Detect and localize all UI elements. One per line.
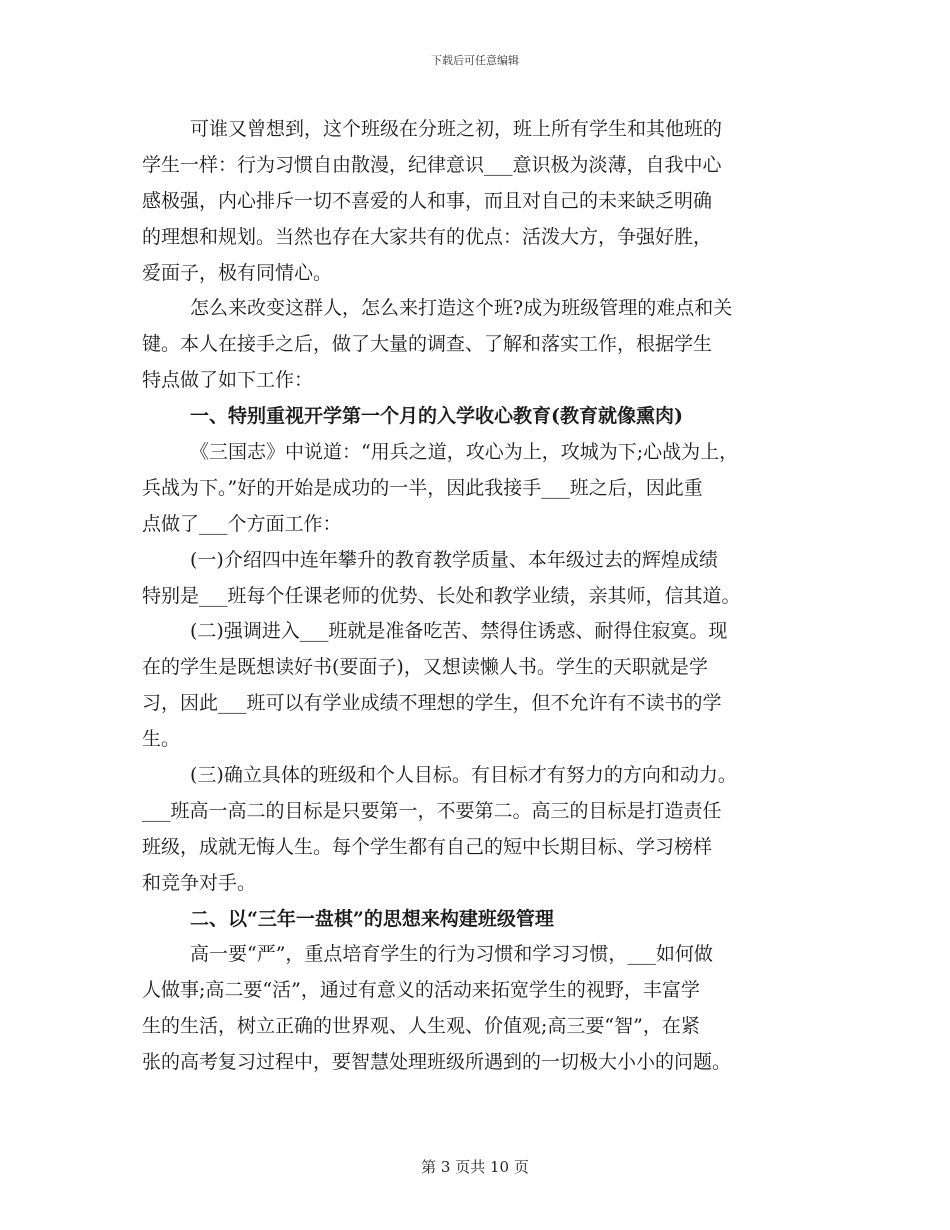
paragraph-line: (一)介绍四中连年攀升的教育教学质量、本年级过去的辉煌成绩: [190, 548, 718, 571]
paragraph-line: 和竞争对手。: [142, 871, 257, 894]
paragraph-line: 键。本人在接手之后，做了大量的调查、了解和落实工作，根据学生: [142, 333, 713, 356]
paragraph-line: 生。: [142, 728, 181, 751]
paragraph-line: 特别是___班每个任课老师的优势、长处和教学业绩，亲其师，信其道。: [142, 584, 741, 607]
paragraph-line: 习，因此___班可以有学业成绩不理想的学生，但不允许有不读书的学: [142, 692, 722, 715]
page-number: 第 3 页共 10 页: [421, 1158, 529, 1176]
paragraph-line: ___班高一高二的目标是只要第一，不要第二。高三的目标是打造责任: [142, 799, 722, 822]
paragraph-line: 班级，成就无悔人生。每个学生都有自己的短中长期目标、学习榜样: [142, 835, 713, 858]
paragraph-line: 可谁又曾想到，这个班级在分班之初，班上所有学生和其他班的: [190, 118, 723, 140]
paragraph-line: 张的高考复习过程中，要智慧处理班级所遇到的一切极大小小的问题。: [142, 1051, 732, 1074]
paragraph-line: 在的学生是既想读好书(要面子)，又想读懒人书。学生的天职就是学: [142, 656, 708, 679]
paragraph-line: 怎么来改变这群人，怎么来打造这个班?成为班级管理的难点和关: [190, 297, 733, 320]
paragraph-line: (三)确立具体的班级和个人目标。有目标才有努力的方向和动力。: [190, 764, 737, 787]
paragraph-line: 感极强，内心排斥一切不喜爱的人和事，而且对自己的未来缺乏明确: [142, 189, 713, 212]
section-heading: 一、特别重视开学第一个月的入学收心教育(教育就像熏肉): [190, 405, 683, 428]
paragraph-line: 点做了___个方面工作：: [142, 512, 342, 535]
paragraph-line: 《三国志》中说道：“用兵之道，攻心为上，攻城为下;心战为上，: [190, 441, 739, 464]
paragraph-line: 兵战为下。”好的开始是成功的一半，因此我接手___班之后，因此重: [142, 476, 703, 499]
paragraph-line: (二)强调进入___班就是准备吃苦、禁得住诱惑、耐得住寂寞。现: [190, 620, 728, 643]
paragraph-line: 生的生活，树立正确的世界观、人生观、价值观;高三要“智”，在紧: [142, 1015, 700, 1038]
paragraph-line: 爱面子，极有同情心。: [142, 261, 333, 284]
paragraph-line: 的理想和规划。当然也存在大家共有的优点：活泼大方，争强好胜，: [142, 225, 713, 248]
paragraph-line: 学生一样：行为习惯自由散漫，纪律意识___意识极为淡薄，自我中心: [142, 153, 722, 176]
paragraph-line: 高一要“严”，重点培育学生的行为习惯和学习习惯，___如何做: [190, 943, 713, 966]
document-body: [142, 112, 818, 1081]
page-header-note: 下载后可任意编辑: [431, 54, 519, 67]
paragraph-line: 人做事;高二要“活”，通过有意义的活动来拓宽学生的视野，丰富学: [142, 979, 700, 1002]
paragraph-line: 特点做了如下工作：: [142, 369, 314, 392]
section-heading: 二、以“三年一盘棋”的思想来构建班级管理: [190, 907, 554, 930]
